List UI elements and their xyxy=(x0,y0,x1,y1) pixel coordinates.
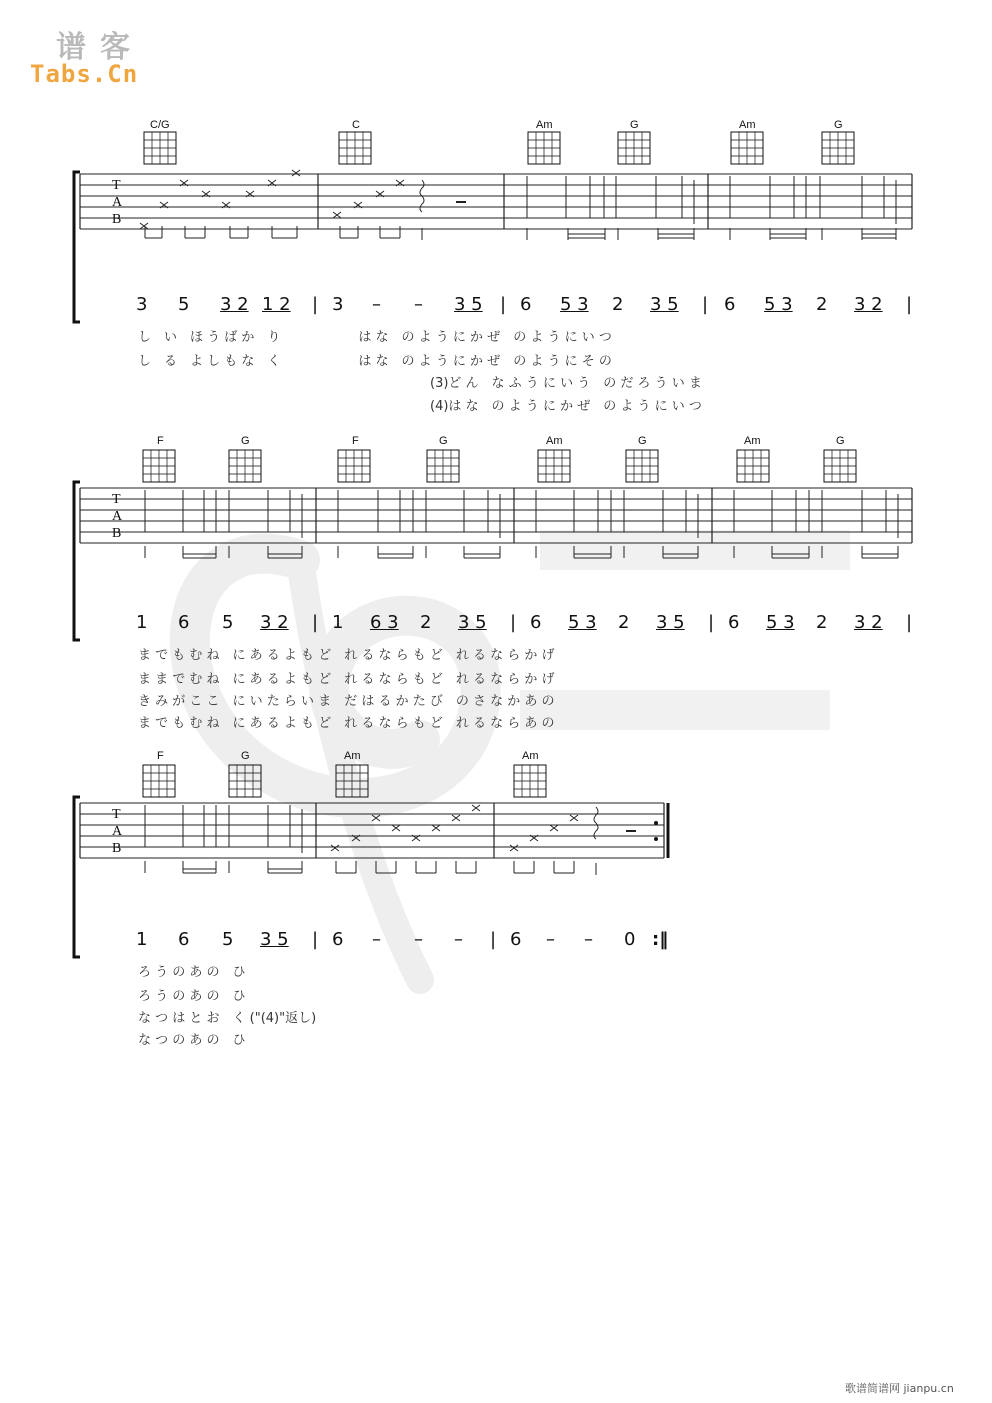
jianpu-note: 3 5 xyxy=(656,612,685,633)
bar-line: | xyxy=(490,929,497,950)
jianpu-note: 3 5 xyxy=(260,929,289,950)
chord-diagram xyxy=(229,435,261,482)
lyric-line-3: な つ は と お く ("(4)"返し) xyxy=(138,1011,317,1026)
chord-diagram xyxy=(538,435,570,482)
chord-name: C/G xyxy=(150,119,170,131)
jianpu-note: – xyxy=(372,929,381,950)
jianpu-note: 6 xyxy=(728,612,740,633)
jianpu-note: 6 xyxy=(530,612,542,633)
chord-diagram xyxy=(731,119,763,164)
jianpu-note: 1 xyxy=(136,929,148,950)
tab-letter-b: B xyxy=(112,526,122,541)
lyric-line-2: ろ う の あ の ひ xyxy=(138,989,246,1004)
chord-name: G xyxy=(836,435,845,447)
jianpu-note: 3 5 xyxy=(650,294,679,315)
jianpu-note: 3 2 xyxy=(854,612,883,633)
tab-letter-t: T xyxy=(112,178,121,193)
chord-name: F xyxy=(157,435,164,447)
chord-name: G xyxy=(241,750,250,762)
jianpu-note: 6 3 xyxy=(370,612,399,633)
chord-diagram xyxy=(427,435,459,482)
bar-line: | xyxy=(312,929,319,950)
bar-line: | xyxy=(906,294,913,315)
jianpu-note: 5 3 xyxy=(568,612,597,633)
jianpu-note: 5 3 xyxy=(766,612,795,633)
tab-system-1 xyxy=(0,110,992,420)
footer-site-mark: 歌谱简谱网 jianpu.cn xyxy=(845,1382,954,1395)
chord-name: Am xyxy=(744,435,761,447)
jianpu-note: 6 xyxy=(178,929,190,950)
chord-diagram xyxy=(618,119,650,164)
bar-line: | xyxy=(500,294,507,315)
jianpu-note: 0 xyxy=(624,929,636,950)
jianpu-note: 6 xyxy=(178,612,190,633)
chord-name: F xyxy=(352,435,359,447)
tab-letter-a: A xyxy=(112,195,123,210)
chord-name: G xyxy=(241,435,250,447)
bar-line: | xyxy=(702,294,709,315)
chord-name: G xyxy=(630,119,639,131)
tab-letter-b: B xyxy=(112,212,122,227)
jianpu-note: 5 xyxy=(222,929,234,950)
lyric-line-4: (4)は な の よ う に か ぜ の よ う に い つ xyxy=(430,399,702,414)
lyric-line-2: し る よ し も な く は な の よ う に か ぜ の よ う に そ の xyxy=(138,354,612,369)
jianpu-note: 6 xyxy=(520,294,532,315)
tab-letter-b: B xyxy=(112,841,122,856)
site-logo-english: Tabs.Cn xyxy=(30,60,139,88)
jianpu-note: 3 2 xyxy=(220,294,249,315)
tab-system-3 xyxy=(0,745,992,1055)
lyric-line-4: な つ の あ の ひ xyxy=(138,1033,246,1048)
lyric-line-3: (3)ど ん な ふ う に い う の だ ろ う い ま xyxy=(430,376,702,391)
jianpu-note: 5 xyxy=(178,294,190,315)
chord-diagram xyxy=(514,750,546,797)
chord-diagram xyxy=(528,119,560,164)
jianpu-note: 2 xyxy=(618,612,630,633)
tab-letter-t: T xyxy=(112,807,121,822)
repeat-end-sign: :‖ xyxy=(652,929,669,950)
jianpu-note: 3 xyxy=(332,294,344,315)
jianpu-note: 3 2 xyxy=(260,612,289,633)
chord-diagram xyxy=(143,435,175,482)
jianpu-note: – xyxy=(454,929,463,950)
bar-line: | xyxy=(708,612,715,633)
chord-diagram xyxy=(339,119,371,164)
lyric-line-1: し い ほ う ば か り は な の よ う に か ぜ の よ う に い つ xyxy=(138,330,612,345)
tab-letter-a: A xyxy=(112,824,123,839)
chord-name: Am xyxy=(546,435,563,447)
lyric-line-4: ま で も む ね に あ る よ も ど れ る な ら も ど れ る な ら あ の xyxy=(138,716,555,731)
tab-system-2 xyxy=(0,430,992,740)
chord-name: Am xyxy=(522,750,539,762)
site-logo-chinese: 谱客 xyxy=(56,30,144,65)
jianpu-note: 6 xyxy=(724,294,736,315)
jianpu-note: – xyxy=(546,929,555,950)
jianpu-note: 3 2 xyxy=(854,294,883,315)
bar-line: | xyxy=(510,612,517,633)
chord-name: Am xyxy=(536,119,553,131)
jianpu-note: 3 xyxy=(136,294,148,315)
chord-name: G xyxy=(439,435,448,447)
chord-diagram xyxy=(824,435,856,482)
lyric-line-3: き み が こ こ に い た ら い ま だ は る か た び の さ な か あ の xyxy=(138,694,555,709)
bar-line: | xyxy=(312,612,319,633)
jianpu-note: 5 xyxy=(222,612,234,633)
jianpu-note: 3 5 xyxy=(458,612,487,633)
jianpu-note: 6 xyxy=(332,929,344,950)
chord-name: C xyxy=(352,119,360,131)
chord-diagram xyxy=(626,435,658,482)
jianpu-note: 6 xyxy=(510,929,522,950)
jianpu-note: 2 xyxy=(420,612,432,633)
jianpu-note: – xyxy=(584,929,593,950)
chord-name: Am xyxy=(739,119,756,131)
lyric-line-1: ま で も む ね に あ る よ も ど れ る な ら も ど れ る な ら か げ xyxy=(138,648,555,663)
jianpu-note: – xyxy=(372,294,381,315)
jianpu-note: 2 xyxy=(816,612,828,633)
lyric-line-2: ま ま で む ね に あ る よ も ど れ る な ら も ど れ る な ら か げ xyxy=(138,672,555,687)
jianpu-note: – xyxy=(414,929,423,950)
chord-name: Am xyxy=(344,750,361,762)
jianpu-note: 1 xyxy=(136,612,148,633)
chord-diagram xyxy=(737,435,769,482)
jianpu-note: 1 2 xyxy=(262,294,291,315)
chord-diagram xyxy=(143,750,175,797)
jianpu-note: 5 3 xyxy=(764,294,793,315)
lyric-line-1: ろ う の あ の ひ xyxy=(138,965,246,980)
bar-line: | xyxy=(906,612,913,633)
chord-name: G xyxy=(638,435,647,447)
chord-name: F xyxy=(157,750,164,762)
chord-diagram xyxy=(822,119,854,164)
tab-letter-t: T xyxy=(112,492,121,507)
chord-diagram xyxy=(229,750,261,797)
chord-diagram xyxy=(144,119,176,164)
jianpu-note: 2 xyxy=(612,294,624,315)
chord-diagram xyxy=(336,750,368,797)
jianpu-note: 5 3 xyxy=(560,294,589,315)
chord-diagram xyxy=(338,435,370,482)
chord-name: G xyxy=(834,119,843,131)
jianpu-note: 2 xyxy=(816,294,828,315)
tab-letter-a: A xyxy=(112,509,123,524)
bar-line: | xyxy=(312,294,319,315)
jianpu-note: 3 5 xyxy=(454,294,483,315)
jianpu-note: – xyxy=(414,294,423,315)
jianpu-note: 1 xyxy=(332,612,344,633)
